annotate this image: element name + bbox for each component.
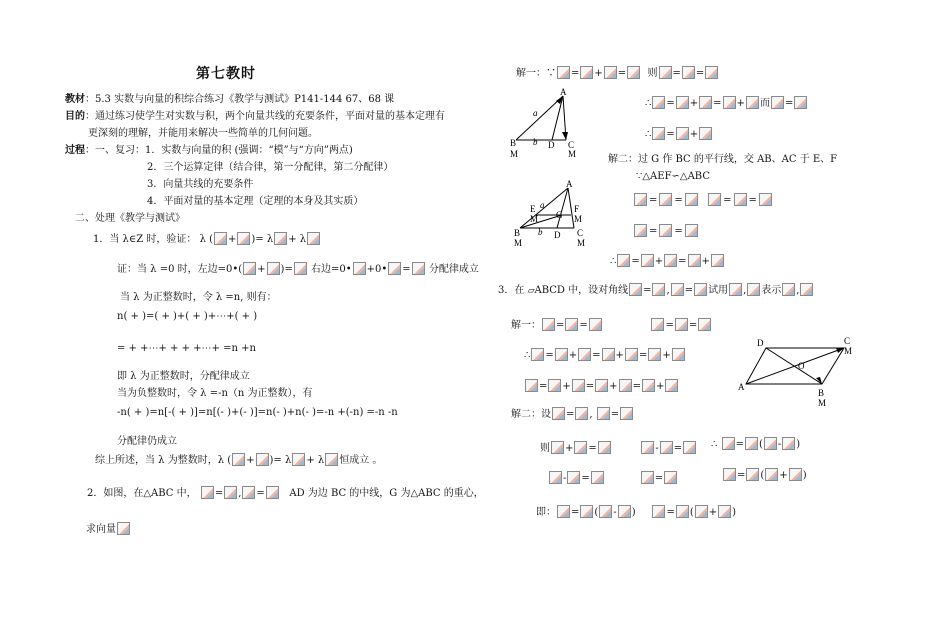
ex3-solution-2-step: - = = xyxy=(548,471,678,485)
fig3-label-o: O xyxy=(798,361,805,371)
ex3-text-b: ABCD 中，设对角线 xyxy=(534,285,629,296)
vector-icon xyxy=(651,318,664,331)
vector-icon xyxy=(718,505,731,518)
vector-a-icon xyxy=(243,262,256,275)
vector-icon xyxy=(746,96,759,109)
vector-icon xyxy=(676,96,689,109)
ex1-plus: + xyxy=(228,234,237,245)
vector-icon xyxy=(794,96,807,109)
vector-icon xyxy=(598,441,611,454)
vector-a-icon xyxy=(353,262,366,275)
summary-end: 恒成立 。 xyxy=(339,455,383,466)
vector-icon xyxy=(551,441,564,454)
vector-icon xyxy=(580,505,593,518)
fig1-label-d: D xyxy=(548,140,555,150)
fig1-label-vec-a: a xyxy=(533,108,538,118)
vector-m-icon xyxy=(575,407,588,420)
vector-icon xyxy=(705,66,718,79)
vector-ag-icon xyxy=(117,522,130,535)
page-title: 第七教时 xyxy=(196,66,256,82)
vector-icon xyxy=(664,471,677,484)
vector-icon xyxy=(723,96,736,109)
vector-icon xyxy=(664,254,677,267)
therefore-4: ∴ xyxy=(524,350,531,361)
part-two-heading: 二、处理《教学与测试》 xyxy=(75,213,185,224)
vector-icon xyxy=(634,224,647,237)
vector-icon xyxy=(723,468,736,481)
vector-icon xyxy=(789,468,802,481)
vector-icon xyxy=(659,224,672,237)
ex1-eq: )= λ xyxy=(251,234,274,245)
ex3-text-c: 试用 xyxy=(708,285,729,296)
vector-icon xyxy=(602,348,615,361)
goal-label: 目的 xyxy=(65,111,85,122)
vector-icon xyxy=(557,66,570,79)
ex3-sol2-label: 解二：设 xyxy=(511,409,551,420)
exercise-1-question xyxy=(93,232,321,246)
fig2-label-m3: M xyxy=(514,238,523,248)
vector-ab-icon xyxy=(552,407,565,420)
vector-icon xyxy=(685,224,698,237)
vector-icon xyxy=(641,441,654,454)
fig3-label-m1: M xyxy=(844,346,853,356)
vector-icon xyxy=(652,96,665,109)
fig1-label-c: C xyxy=(568,140,575,150)
ex2-text-2: AD 为边 BC 的中线，G 为△ABC 的重心， xyxy=(289,488,484,499)
negative-conclusion: 分配律仍成立 xyxy=(117,436,177,447)
ex3-solution-1-step: ∴ = + = + = + xyxy=(524,348,686,362)
therefore-3: ∴ xyxy=(610,256,617,267)
fig2-label-g: G xyxy=(556,210,563,220)
solution-2-step-2: = = xyxy=(632,224,700,238)
vector-icon xyxy=(699,127,712,140)
vector-icon xyxy=(625,348,638,361)
vector-icon xyxy=(734,193,747,206)
vector-icon xyxy=(648,348,661,361)
vector-b-icon xyxy=(237,232,250,245)
vector-icon xyxy=(617,254,630,267)
therefore-5: ∴ xyxy=(711,439,718,450)
vector-icon xyxy=(695,505,708,518)
vector-icon xyxy=(652,127,665,140)
fig3-label-m2: M xyxy=(818,398,827,408)
fig2-label-m4: M xyxy=(577,238,586,248)
ex3-solution-2-result-1: ∴ = ( - ) xyxy=(711,439,801,450)
vector-icon xyxy=(634,193,647,206)
fig2-label-m2: M xyxy=(574,214,583,224)
vector-icon xyxy=(641,254,654,267)
ex3-solution-2-result-2: = ( + ) xyxy=(722,468,807,482)
review-item-3: 3．向量共线的充要条件 xyxy=(147,179,254,190)
material-line xyxy=(65,94,394,106)
summary-line: 综上所述，当 λ 为整数时，λ ( + )= λ + λ 恒成立 。 xyxy=(95,455,383,466)
vector-b-icon xyxy=(307,232,320,245)
vector-icon xyxy=(531,348,544,361)
vector-b-icon xyxy=(388,262,401,275)
parallelogram-figure xyxy=(736,334,856,410)
vector-icon xyxy=(525,379,538,392)
proof-eq2: = xyxy=(402,264,411,275)
vector-ab-icon xyxy=(782,283,795,296)
vector-bd-icon xyxy=(671,283,684,296)
ie-text: 即： xyxy=(536,507,556,518)
vector-icon xyxy=(698,318,711,331)
ex3-text-d: 表示 xyxy=(761,285,782,296)
vector-b-icon xyxy=(256,453,269,466)
ex3-solution-1-result: = + = + = + xyxy=(524,379,679,393)
solution-1-result: ∴ = + xyxy=(645,127,713,141)
vector-icon xyxy=(604,66,617,79)
fig2-label-d: D xyxy=(554,230,561,240)
positive-expansion: n( + )=( + )+( + )+⋯+( + ) xyxy=(117,311,258,322)
vector-icon xyxy=(548,379,561,392)
vector-icon xyxy=(660,441,673,454)
vector-icon xyxy=(685,193,698,206)
proof-plus0: +0• xyxy=(366,264,388,275)
vector-icon xyxy=(676,127,689,140)
vector-icon xyxy=(659,66,672,79)
vector-icon xyxy=(665,379,678,392)
therefore-2: ∴ xyxy=(645,129,652,140)
fig1-label-a: A xyxy=(560,87,567,97)
vector-icon xyxy=(722,437,735,450)
solution-2-line: 解二：过 G 作 BC 的平行线，交 AB、AC 于 E、F xyxy=(608,154,838,165)
vector-icon xyxy=(672,348,685,361)
fig3-label-c: C xyxy=(844,336,851,346)
vector-ad-icon xyxy=(800,283,813,296)
solution-2-step-1: = = = = xyxy=(632,193,774,207)
fig1-label-vec-b: b xyxy=(533,137,538,147)
positive-expansion-2: = + +⋯+ + + +⋯+ =n +n xyxy=(117,343,256,354)
vector-icon xyxy=(682,66,695,79)
vector-icon xyxy=(782,437,795,450)
triangle-figure-2 xyxy=(510,180,592,250)
ex1-q-text: 1．当 λ∈Z 时，验证： λ ( xyxy=(93,234,214,245)
vector-icon xyxy=(746,468,759,481)
ex2-ask-text: 求向量 xyxy=(86,524,116,535)
vector-b-icon xyxy=(267,262,280,275)
therefore-1: ∴ xyxy=(645,98,652,109)
vector-b-icon xyxy=(325,453,338,466)
vector-icon xyxy=(642,379,655,392)
vector-icon xyxy=(659,193,672,206)
vector-a-icon xyxy=(729,283,742,296)
fig2-label-c: C xyxy=(577,228,584,238)
vector-ad-icon xyxy=(597,407,610,420)
fig2-label-e: E xyxy=(530,204,536,214)
vector-a-icon xyxy=(274,232,287,245)
vector-icon xyxy=(542,318,555,331)
ex3-sol1-label: 解一： xyxy=(511,320,541,331)
ex3-solution-2-then: 则 + = - = xyxy=(540,441,697,455)
vector-b-icon xyxy=(747,283,760,296)
vector-a-icon xyxy=(224,486,237,499)
solution-1-step-2: ∴ = + = + 而 = xyxy=(645,96,808,110)
fig2-label-f: F xyxy=(574,204,580,214)
vector-icon xyxy=(618,505,631,518)
parallelogram-icon: ▱ xyxy=(527,286,535,296)
vector-icon xyxy=(708,193,721,206)
negative-expansion: -n( + )=n[-( + )]=n[(- )+(- )]=n(- )+n(- )=-n +(-n) =-n -n xyxy=(117,407,398,418)
vector-icon xyxy=(675,318,688,331)
fig2-label-m1: M xyxy=(530,214,539,224)
material-text: ：5.3 实数与向量的积综合练习《教学与测试》P141-144 67、68 课 xyxy=(85,94,395,105)
vector-ac-icon xyxy=(242,486,255,499)
vector-ad-icon xyxy=(652,505,665,518)
vector-ab-icon xyxy=(201,486,214,499)
ex2-text: 2．如图，在△ABC 中， xyxy=(87,488,197,499)
vector-a-icon xyxy=(232,453,245,466)
fig1-label-m2: M xyxy=(568,149,577,159)
vector-ac-icon xyxy=(629,283,642,296)
negative-case: 当为负整数时，令 λ =-n（n 为正整数），有 xyxy=(117,388,313,399)
vector-icon xyxy=(759,193,772,206)
ex3-text-a: 3．在 xyxy=(498,285,525,296)
exercise-3-question: 3．在 ▱ABCD 中，设对角线 = , = 试用 , 表示 , xyxy=(498,283,814,297)
vector-icon xyxy=(765,468,778,481)
vector-icon xyxy=(683,441,696,454)
proof-right: 右边=0• xyxy=(311,264,352,275)
goal-line-2: 更深刻的理解，并能用来解决一些简单的几何问题。 xyxy=(88,128,318,139)
vector-icon xyxy=(565,318,578,331)
triangle-figure-1 xyxy=(508,86,588,160)
vector-a-icon xyxy=(652,283,665,296)
vector-icon xyxy=(764,437,777,450)
vector-a-icon xyxy=(214,232,227,245)
vector-icon xyxy=(688,254,701,267)
proof-plus: + xyxy=(257,264,266,275)
ex1-plus2: + λ xyxy=(288,234,307,245)
similar-triangles: ∵△AEF∽△ABC xyxy=(636,171,710,182)
vector-icon xyxy=(711,254,724,267)
vector-icon xyxy=(595,379,608,392)
summary-eq: )= λ xyxy=(269,455,292,466)
fig2-label-b: B xyxy=(514,228,521,238)
fig1-label-m1: M xyxy=(510,149,519,159)
proof-zero-line xyxy=(117,262,479,276)
vector-a-icon xyxy=(292,453,305,466)
solution-2-result: ∴ = + = + xyxy=(610,254,725,268)
material-label: 教材 xyxy=(65,94,85,105)
fig3-label-a: A xyxy=(738,382,745,392)
then-text: 则 xyxy=(647,68,658,79)
vector-icon xyxy=(599,505,612,518)
vector-b-icon xyxy=(694,283,707,296)
vector-icon xyxy=(641,471,654,484)
process-text: ：一、复习：1．实数与向量的积 (强调：“模”与“方向”两点) xyxy=(85,145,353,156)
fig2-label-a: A xyxy=(566,180,573,189)
review-item-4: 4．平面对量的基本定理（定理的本身及其实质） xyxy=(147,196,364,207)
proof-eq: )= xyxy=(280,264,293,275)
fig1-label-b: B xyxy=(510,138,517,148)
positive-conclusion: 即 λ 为正整数时，分配律成立 xyxy=(117,371,250,382)
vector-icon xyxy=(555,348,568,361)
goal-line xyxy=(65,111,445,123)
vector-icon xyxy=(699,96,712,109)
fig2-label-vec-b: b xyxy=(538,227,543,237)
process-line xyxy=(65,145,353,157)
goal-text: ：通过练习使学生对实数与积，两个向量共线的充要条件，平面对量的基本定理有 xyxy=(85,111,445,122)
vector-icon xyxy=(580,66,593,79)
vector-ab-icon xyxy=(557,505,570,518)
summary-text: 综上所述，当 λ 为整数时，λ ( xyxy=(95,455,232,466)
ex3-solution-2: 解二：设 = , = xyxy=(511,407,634,421)
vector-icon xyxy=(578,348,591,361)
vector-icon xyxy=(549,471,562,484)
and-text: 而 xyxy=(759,98,770,109)
vector-icon xyxy=(619,379,632,392)
ex3-final: 即： = ( - ) = ( + ) xyxy=(536,507,737,518)
vector-icon xyxy=(572,379,585,392)
summary-plus: + λ xyxy=(306,455,325,466)
fig2-label-vec-a: a xyxy=(540,200,545,210)
sol1-label: 解一：∵ xyxy=(516,68,556,79)
vector-icon xyxy=(745,437,758,450)
zero-vector-icon xyxy=(412,262,425,275)
vector-b-icon xyxy=(266,486,279,499)
vector-icon xyxy=(771,96,784,109)
process-label: 过程 xyxy=(65,145,85,156)
vector-icon xyxy=(676,505,689,518)
positive-case: 当 λ 为正整数时，令 λ =n, 则有： xyxy=(120,292,277,303)
vector-icon xyxy=(627,66,640,79)
vector-icon xyxy=(567,471,580,484)
then2-text: 则 xyxy=(540,443,550,454)
exercise-2-question: 2．如图，在△ABC 中， = , = AD 为边 BC 的中线，G 为△ABC 的重心， xyxy=(87,488,484,499)
zero-vector-icon xyxy=(294,262,307,275)
proof-conclusion: 分配律成立 xyxy=(428,264,479,275)
exercise-2-ask xyxy=(86,522,131,536)
vector-icon xyxy=(589,318,602,331)
vector-icon xyxy=(591,471,604,484)
solution-1-line: 解一：∵ = + = 则 = = xyxy=(516,66,719,80)
fig3-label-b: B xyxy=(818,388,825,398)
vector-n-icon xyxy=(620,407,633,420)
proof-text: 证：当 λ =0 时，左边=0•( xyxy=(117,264,243,275)
ex3-solution-1: 解一： = = = = xyxy=(511,318,712,332)
vector-icon xyxy=(574,441,587,454)
review-item-2: 2．三个运算定律（结合律，第一分配律，第二分配律） xyxy=(147,162,394,173)
fig3-label-d: D xyxy=(757,338,764,348)
